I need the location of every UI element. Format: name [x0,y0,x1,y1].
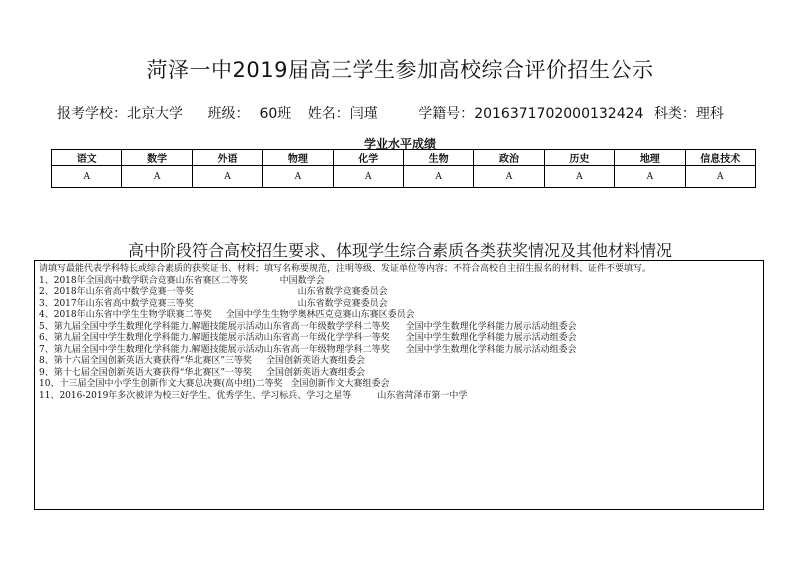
awards-heading: 高中阶段符合高校招生要求、体现学生综合素质各类获奖情况及其他材料情况 [127,241,672,260]
subject-header: 生物 [403,150,473,166]
scores-table [51,149,756,188]
award-text: 10、十三届全国中小学生创新作文大赛总决赛(高中组)二等奖 [39,379,283,389]
scores-header-row [52,150,756,166]
id-value: 2016371702000132424 [474,106,644,122]
grade-cell: A [403,166,473,188]
grade-cell: A [474,166,544,188]
subject-header: 信息技术 [685,150,755,166]
id-label: 学籍号： [418,106,475,122]
award-org: 全国创新英语大赛组委会 [265,367,365,378]
subject-header: 历史 [544,150,614,166]
name-value: 闫瑾 [349,106,378,122]
student-info [57,103,757,123]
award-text: 7、第九届全国中学生数理化学科能力.解题技能展示活动山东省高一年级物理学科二等奖 [39,344,390,355]
award-item [39,368,759,380]
award-item [39,356,759,368]
track-label: 科类： [653,106,696,122]
award-org: 中国数学会 [279,275,325,286]
award-item [39,345,759,357]
subject-header: 语文 [52,150,122,166]
award-text: 6、第九届全国中学生数理化学科能力.解题技能展示活动山东省高一年级化学学科一等奖 [39,333,390,343]
page-title: 菏泽一中2019届高三学生参加高校综合评价招生公示 [146,58,654,82]
award-org: 全国中学生数理化学科能力展示活动组委会 [405,333,577,343]
scores-heading: 学业水平成绩 [363,137,436,151]
subject-header: 地理 [615,150,685,166]
subject-header: 数学 [122,150,192,166]
award-item [39,299,759,311]
award-item [39,322,759,334]
school-value: 北京大学 [127,106,183,122]
award-text: 3、2017年山东省高中数学竞赛三等奖 [39,298,194,309]
award-org: 全国创新英语大赛组委会 [265,356,365,366]
class-label: 班级： [207,106,250,122]
award-item [39,391,759,403]
school-label: 报考学校： [57,106,127,122]
subject-header: 物理 [263,150,333,166]
award-text: 8、第十六届全国创新英语大赛获得“华北赛区”三等奖 [39,356,252,366]
award-org: 山东省数学竞赛委员会 [297,298,388,309]
subject-header: 外语 [192,150,262,166]
awards-box [34,260,764,510]
class-value: 60班 [259,106,292,122]
award-text: 2、2018年山东省高中数学竞赛一等奖 [39,287,194,297]
award-text: 5、第九届全国中学生数理化学科能力.解题技能展示活动山东省高一年级数学学科二等奖 [39,321,390,332]
award-text: 1、2018年全国高中数学联合竞赛山东省赛区二等奖 [39,275,248,286]
award-text: 9、第十七届全国创新英语大赛获得“华北赛区”一等奖 [39,367,252,378]
grade-cell: A [333,166,403,188]
award-item [39,276,759,288]
grade-cell: A [544,166,614,188]
name-label: 姓名： [307,106,350,122]
awards-instructions: 请填写最能代表学科特长或综合素质的获奖证书、材料；填写名称要规范，注明等级、发证单位等内容；不符合高校自主招生报名的材料、证件不要填写。 [39,264,652,274]
award-text: 4、2018年山东省中学生生物学联赛二等奖 [39,310,212,320]
track-value: 理科 [695,106,724,122]
grade-cell: A [192,166,262,188]
grade-cell: A [263,166,333,188]
subject-header: 化学 [333,150,403,166]
grade-cell: A [685,166,755,188]
subject-header: 政治 [474,150,544,166]
award-item [39,379,759,391]
scores-grade-row [52,166,756,188]
award-org: 山东省数学竞赛委员会 [297,287,388,297]
award-org: 全国中学生生物学奥林匹克竞赛山东赛区委员会 [225,310,415,320]
award-item [39,287,759,299]
grade-cell: A [615,166,685,188]
award-org: 全国中学生数理化学科能力展示活动组委会 [405,344,577,355]
award-item [39,333,759,345]
award-org: 全国创新作文大赛组委会 [290,379,390,389]
award-text: 11、2016-2019年多次被评为校三好学生、优秀学生、学习标兵、学习之星等 [39,390,352,401]
award-org: 全国中学生数理化学科能力展示活动组委会 [405,321,577,332]
grade-cell: A [52,166,122,188]
award-item [39,310,759,322]
award-org: 山东省菏泽市第一中学 [377,390,468,401]
grade-cell: A [122,166,192,188]
